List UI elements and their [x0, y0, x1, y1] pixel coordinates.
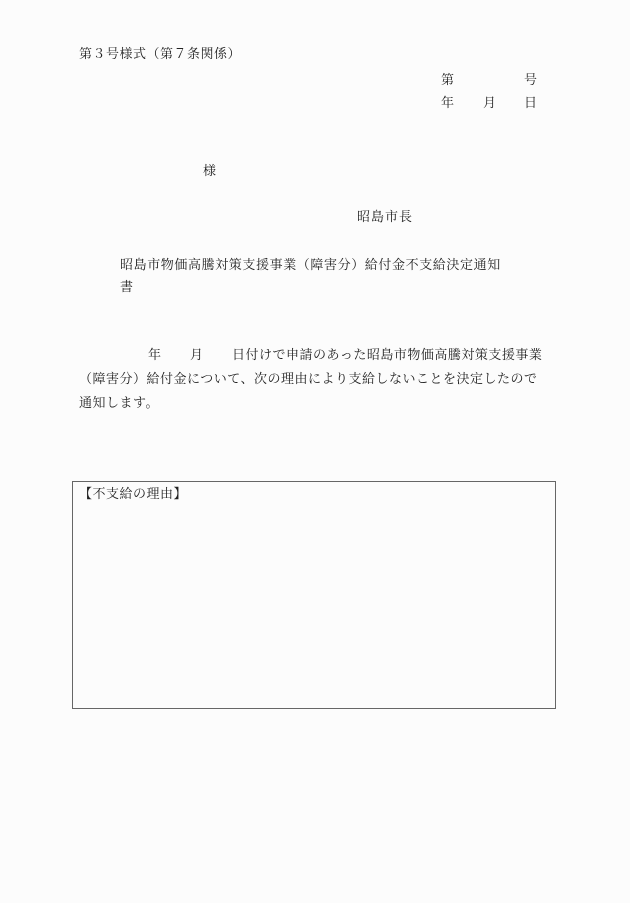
- reason-label: 【不支給の理由】: [79, 487, 188, 502]
- body-line3: 通知します。: [79, 396, 159, 411]
- document-number-prefix: 第: [441, 73, 455, 88]
- reason-box: [72, 481, 556, 709]
- body-month: 月: [190, 348, 204, 363]
- form-number: 第３号様式（第７条関係）: [79, 47, 242, 62]
- issuer-name: 昭島市長: [357, 210, 414, 225]
- body-line2: （障害分）給付金について、次の理由により支給しないことを決定したので: [79, 372, 538, 387]
- date-day: 日: [524, 96, 538, 111]
- document-title-line1: 昭島市物価高騰対策支援事業（障害分）給付金不支給決定通知: [120, 258, 501, 273]
- document-number-suffix: 号: [524, 73, 538, 88]
- addressee-honorific: 様: [203, 164, 217, 179]
- date-year: 年: [441, 96, 455, 111]
- body-year: 年: [148, 348, 162, 363]
- document-title-line2: 書: [120, 280, 134, 295]
- date-month: 月: [483, 96, 497, 111]
- body-line1-rest: 日付けで申請のあった昭島市物価高騰対策支援事業: [232, 348, 543, 363]
